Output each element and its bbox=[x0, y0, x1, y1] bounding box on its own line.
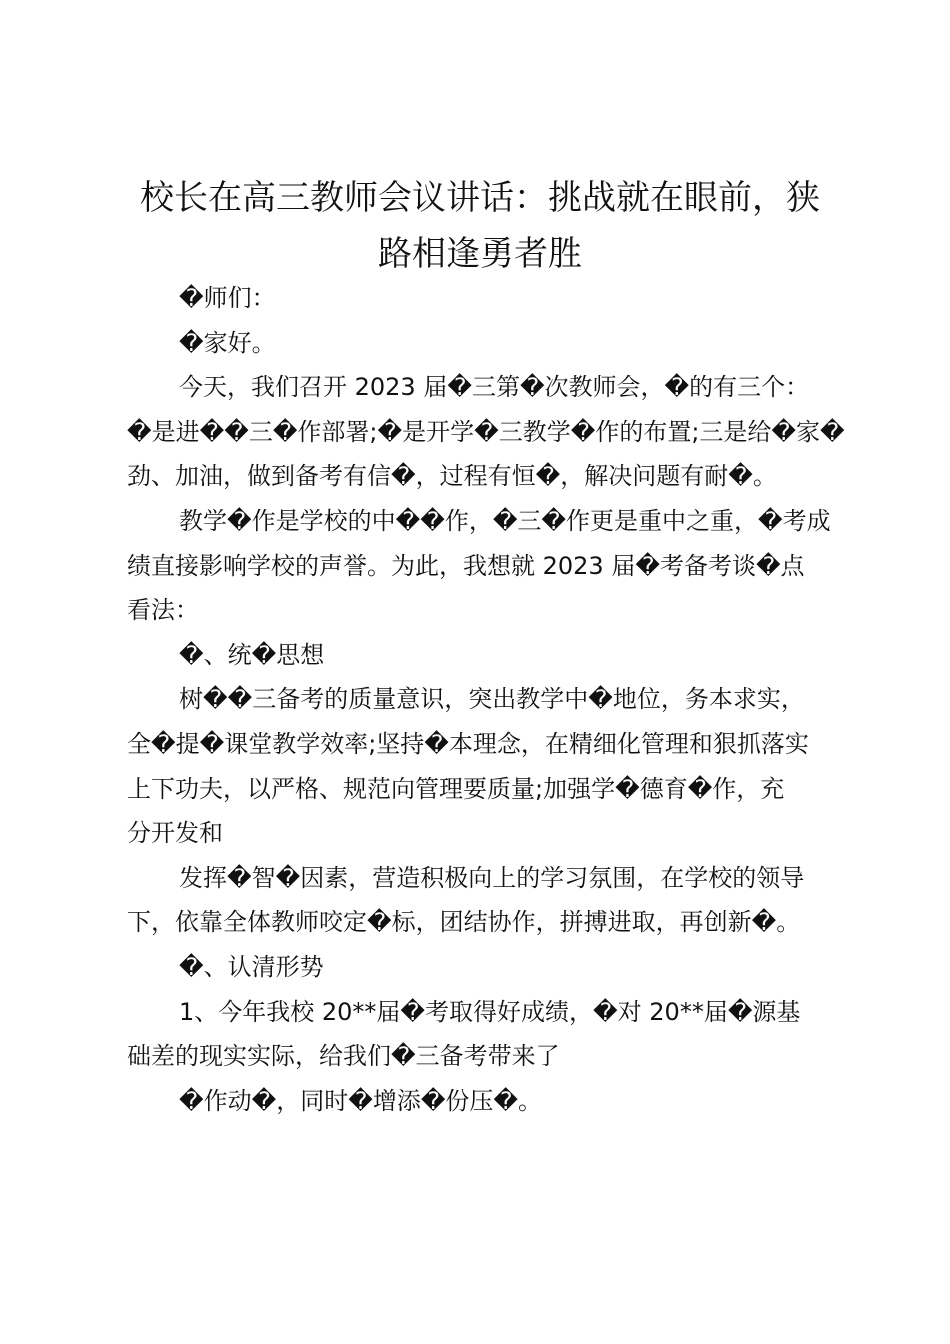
text-line: �师们： bbox=[179, 284, 276, 312]
text-line: 看法： bbox=[127, 596, 199, 625]
text-line: 今天，我们召开 2023 届�三第�次教师会，�的有三个： bbox=[179, 373, 810, 402]
text-line: �作动�，同时�增添�份压�。 bbox=[179, 1086, 543, 1115]
document-body bbox=[127, 276, 845, 1123]
section-heading: �、认清形势 bbox=[179, 952, 324, 981]
text-line: 劲、加油，做到备考有信�，过程有恒�，解决问题有耐�。 bbox=[127, 462, 777, 491]
text-line: 教学�作是学校的中��作，�三�作更是重中之重，�考成 bbox=[179, 506, 831, 535]
text-line: 1、今年我校 20**届�考取得好成绩，�对 20**届�源基 bbox=[179, 997, 801, 1026]
text-line: 发挥�智�因素，营造积极向上的学习氛围，在学校的领导 bbox=[179, 863, 805, 892]
text-line: 全�提�课堂教学效率;坚持�本理念，在精细化管理和狠抓落实 bbox=[127, 729, 809, 758]
text-line: 下，依靠全体教师咬定�标，团结协作，拼搏进取，再创新�。 bbox=[127, 908, 801, 937]
text-line: 绩直接影响学校的声誉。为此，我想就 2023 届�考备考谈�点 bbox=[127, 551, 805, 580]
text-line: �家好。 bbox=[179, 328, 276, 357]
text-line: 分开发和 bbox=[127, 819, 223, 848]
title-line-1: 校长在高三教师会议讲话：挑战就在眼前，狭 bbox=[140, 178, 820, 218]
text-line: �是进��三�作部署;�是开学�三教学�作的布置;三是给�家� bbox=[127, 417, 845, 446]
page-title bbox=[120, 170, 840, 282]
title-line-2: 路相逢勇者胜 bbox=[378, 234, 582, 274]
text-line: 树��三备考的质量意识，突出教学中�地位，务本求实， bbox=[179, 685, 805, 714]
text-line: 础差的现实实际，给我们�三备考带来了 bbox=[127, 1042, 560, 1071]
text-line: 上下功夫，以严格、规范向管理要质量;加强学�德育�作，充 bbox=[127, 774, 785, 803]
section-heading: �、统�思想 bbox=[179, 640, 325, 669]
